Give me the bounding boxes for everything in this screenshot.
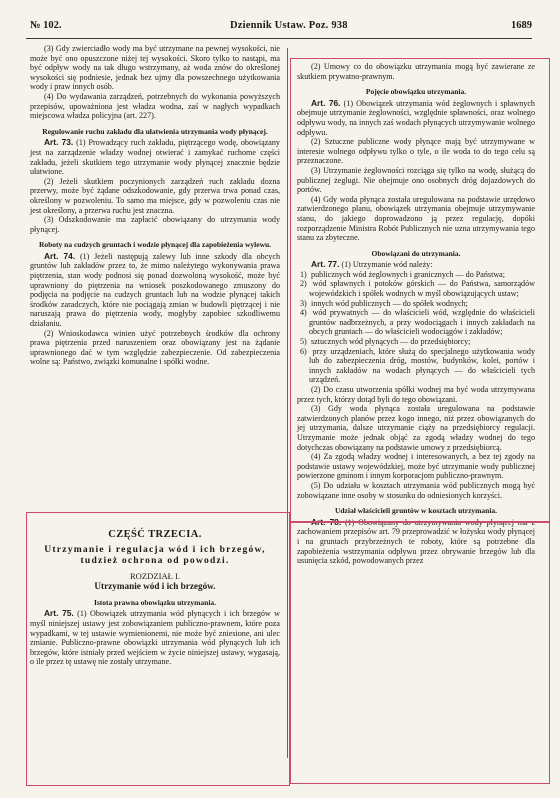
list-item: 3) innych wód publicznych — do spółek wodnych; [300, 298, 468, 308]
paragraph: (2) Do czasu utworzenia spółki wodnej ma być woda utrzymywana przez tych, którzy dotąd byli do tego obowiązani. [297, 385, 535, 404]
paragraph: (1) Utrzymanie wód należy: [341, 260, 433, 270]
highlight-box-left [26, 512, 290, 786]
paragraph: (5) Do udziału w kosztach utrzymania wód publicznych mogą być zobowiązane inne osoby w stosunku do odniesionych korzyści. [297, 480, 535, 500]
highlight-box-right-upper [290, 58, 550, 522]
list-item: 1) publicznych wód żeglownych i granicznych — do Państwa; [300, 269, 506, 279]
article-label: Art. 73. [44, 137, 74, 148]
paragraph: (2) Jeżeli skutkiem poczynionych zarządzeń ruch zakładu dozna przerwy, może być żądane odszkodowanie, gdy przerwa trwa ponad czas, określony w pozwoleniu. To samo ma miejsce, gdy w pozwoleniu czas nie jest określony, a przerwa ruchu jest znaczna. [30, 176, 280, 215]
paragraph: (2) Sztuczne publiczne wody płynące mają być utrzymywane w interesie wolnego odpływu tylko o tyle, o ile woda to do tego celu są przeznaczone. [297, 137, 535, 166]
header-rule [26, 38, 532, 39]
list-item: 5) sztucznych wód płynących — do przedsiębiorcy; [300, 337, 471, 347]
section-heading: Pojęcie obowiązku utrzymania. [365, 87, 467, 97]
journal-title: Dziennik Ustaw. Poz. 938 [230, 20, 348, 31]
part-title: CZĘŚĆ TRZECIA. [108, 529, 202, 540]
left-column [30, 44, 280, 367]
paragraph: (3) Gdy zwierciadło wody ma być utrzymane na pewnej wysokości, nie może być ono opuszczone niżej tej wysokości. Skoro tylko to nastąpi, ma być odpływ wody na tak długo wstrzymany, aż woda znów do określonej wysokości się podniesie, jednak bez ujmy dla powszechnego użytkowania wody i praw innych osób. [30, 44, 280, 92]
article-label: Art. 76. [311, 97, 341, 108]
paragraph: (4) Do wydawania zarządzeń, potrzebnych do wykonania powyższych przepisów, upoważniona jest władza wodna, zaś w nagłych wypadkach miejscowa władza policyjna (art. 227). [30, 91, 280, 121]
page-number: 1689 [511, 20, 532, 31]
chapter-title: Utrzymanie wód i ich brzegów. [94, 581, 216, 592]
section-heading: Istota prawna obowiązku utrzymania. [93, 597, 217, 607]
list-item: 6) przy urządzeniach, które służą do specjalnego użytkowania wody lub do zabezpieczenia dróg, mostów, budynków, kolei, portów i innych zakładów na wodach płynących — do właścicieli tych urządzeń. [300, 346, 535, 385]
paragraph: (3) Gdy woda płynąca została uregulowana na podstawie zatwierdzonych planów przez kogo innego, niż przez obowiązanych do jej utrzymania, dalsze utrzymanie ciąży na przedsiębiorcy regulacji. Utrzymanie może jednak objąć za zgodą władzy wodnej do tego dotychczas obowiązany na podstawie umowy z przedsiębiorcą. [297, 404, 535, 452]
paragraph: (3) Utrzymanie żeglowności rozciąga się tylko na wodę, służącą do publicznej żeglugi. Nie obejmuje ono osobnych dróg dojazdowych do portów. [297, 165, 535, 195]
section-heading: Obowiązani do utrzymania. [371, 248, 461, 258]
chapter-number: ROZDZIAŁ I. [129, 570, 181, 581]
paragraph: (3) Odszkodowanie ma zapłacić obowiązany do utrzymania wody płynącej. [30, 215, 280, 234]
paragraph: (4) Za zgodą władzy wodnej i interesowanych, a bez tej zgody na podstawie ustawy wojewódzkiej, może być utrzymanie wody publicznej powierzone gminom i innym korporacjom publiczno-prawnym. [297, 452, 535, 481]
article-label: Art. 74. [44, 250, 76, 261]
list-item: 4) wód prywatnych — do właścicieli wód, względnie do właścicieli gruntów nadbrzeżnych, a przy wodociągach i innych zakładach na obcych gruntach — do właścicieli wodociągów i zakładów; [300, 308, 535, 337]
paragraph: (1) Obowiązek utrzymania wód płynących i ich brzegów w myśl niniejszej ustawy jest zobowiązaniem publiczno-prawnem, które poza wypadkami, w tej ustawie wymienionemi, nie może być zniesione, ani ulec zmianie. Publiczno-prawne obowiązki utrzymania wód płynących lub ich brzegów, które istniały przed wejściem w życie niniejszej ustawy, wygasają, o ile przez tę ustawę nie zostały utrzymane. [30, 609, 280, 667]
issue-number: № 102. [30, 20, 62, 31]
section-heading: Regulowanie ruchu zakładu dla ułatwienia utrzymania wody płynącej. [42, 126, 268, 136]
section-heading: Udział właścicieli gruntów w kosztach utrzymania. [334, 506, 498, 516]
paragraph: (2) Wnioskodawca winien użyć potrzebnych środków dla ochrony prawa piętrzenia przed naruszeniem oraz obowiązany jest na żądanie uprawnionego dać w tym względzie zabezpieczenie. Od zabezpieczenia wolne są: Państwo, związki komunalne i spółki wodne. [30, 328, 280, 367]
page-header [30, 20, 532, 38]
part-subtitle: Utrzymanie i regulacja wód i ich brzegów, tudzież ochrona od powodzi. [44, 543, 266, 566]
highlight-box-right-lower [290, 522, 550, 784]
paragraph: (4) Gdy woda płynąca została uregulowana na podstawie urzędowo zatwierdzonego planu, obowiązek utrzymania obejmuje utrzymywanie stanu, do jakiego doprowadzono ją przez regulację, dopóki rozporządzenie Ministra Robót Publicznych nie uzna utrzymywania tego stanu za zbyteczne. [297, 194, 535, 243]
paragraph: (1) Obowiązany do utrzymywania wody płynącej ma z zachowaniem przepisów art. 79 przeprowadzić w łożysku wody płynącej i na gruntach przybrzeżnych te roboty, które są potrzebne dla zapobieżenia wstrzymania odpływu przez obrywanie brzegów lub dla usunięcia szkód, powodowanych przez [297, 517, 535, 566]
article-label: Art. 77. [311, 259, 340, 270]
section-heading: Roboty na cudzych gruntach i wodzie płynącej dla zapobieżenia wylewu. [38, 240, 272, 250]
paragraph: (1) Obowiązek utrzymania wód żeglownych i spławnych obejmuje utrzymanie żeglowności, względnie spławności, oraz wolnego odpływu wody, na innych zaś wodach płynących utrzymywanie wolnego odpływu. [297, 98, 535, 137]
paragraph: (1) Prowadzący ruch zakładu, piętrzącego wodę, obowiązany jest na zarządzenie władzy wodnej otwierać i zamykać ruchome części zakładu, jeżeli skutkiem tego utrzymanie wody płynącej znacznie będzie ułatwione. [30, 138, 280, 177]
paragraph: (2) Umowy co do obowiązku utrzymania mogą być zawierane ze skutkiem prywatno-prawnym. [297, 62, 535, 81]
article-label: Art. 75. [44, 608, 74, 619]
paragraph: (1) Jeżeli następują zalewy lub inne szkody dla obcych gruntów lub zakładów przez to, że mimo należytego wykonywania prawa piętrzenia, stan wody podnosi się ponad dozwoloną wysokość, może być uprawniony do piętrzenia na wniosek poszkodowanego zmuszony do podjęcia na podjęcie na cudzych gruntach lub na wodzie płynącej takich środków zaradczych, które nie pociągają zmian w budowli piętrzącej i nie naruszają prawa do piętrzenia wody, mogłyby zapobiec szkodliwemu działaniu. [30, 251, 280, 329]
list-item: 2) wód spławnych i potoków górskich — do Państwa, samorządów wojewódzkich i spółek wodnych w myśl obowiązujących ustaw; [300, 279, 535, 299]
article-label: Art. 78. [311, 516, 342, 527]
